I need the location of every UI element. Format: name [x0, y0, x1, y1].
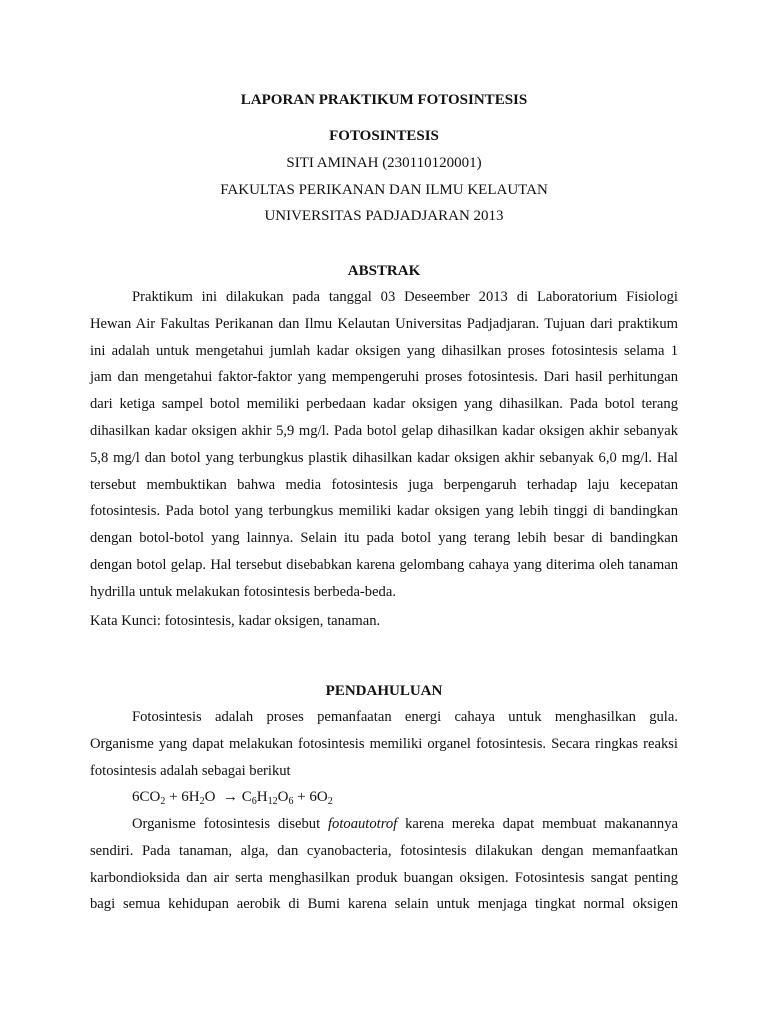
- intro-heading: PENDAHULUAN: [325, 683, 443, 699]
- intro-line: Fotosintesis adalah proses pemanfaatan energi cahaya untuk menghasilkan gula.: [132, 709, 678, 725]
- abstract-line: dengan botol-botol yang lainnya. Selain itu pada botol yang terang lebih besar di bandingkan: [90, 530, 678, 547]
- author-line: SITI AMINAH (230110120001): [286, 155, 482, 171]
- abstract-line: dihasilkan kadar oksigen akhir 5,9 mg/l. Pada botol gelap dihasilkan kadar oksigen akhir sebanyak: [90, 422, 678, 439]
- abstract-line: hydrilla untuk melakukan fotosintesis berbeda-beda.: [90, 583, 396, 600]
- abstract-paragraph: [90, 284, 678, 606]
- reaction-arrow: →: [222, 789, 238, 805]
- abstract-line: Praktikum ini dilakukan pada tanggal 03 Deseember 2013 di Laboratorium Fisiologi: [132, 289, 678, 305]
- abstract-line: ini adalah untuk mengetahui jumlah kadar oksigen yang dihasilkan proses fotosintesis selama 1: [90, 342, 678, 359]
- intro-line: karbondioksida dan air serta menghasilkan produk buangan oksigen. Fotosintesis sangat penting: [90, 869, 678, 886]
- report-subtitle: FOTOSINTESIS: [329, 128, 439, 144]
- keywords-line: Kata Kunci: fotosintesis, kadar oksigen, tanaman.: [90, 613, 381, 629]
- intro-line: Organisme yang dapat melakukan fotosintesis memiliki organel fotosintesis. Secara ringkas reaksi: [90, 735, 678, 752]
- intro-line: Organisme fotosintesis disebut fotoautotrof karena mereka dapat membuat makanannya: [132, 816, 678, 832]
- abstract-heading: ABSTRAK: [347, 263, 421, 279]
- intro-paragraph-1: [90, 704, 678, 784]
- university-line: UNIVERSITAS PADJADJARAN 2013: [264, 208, 504, 224]
- intro-line: bagi semua kehidupan aerobik di Bumi karena selain untuk menjaga tingkat normal oksigen: [90, 896, 678, 913]
- abstract-line: jam dan mengetahui faktor-faktor yang mempengeruhi proses fotosintesis. Dari hasil perhitungan: [90, 369, 678, 386]
- report-title: LAPORAN PRAKTIKUM FOTOSINTESIS: [240, 92, 528, 108]
- abstract-line: dari ketiga sampel botol memiliki perbedaan kadar oksigen yang dihasilkan. Pada botol terang: [90, 396, 678, 413]
- abstract-line: dengan botol gelap. Hal tersebut disebabkan karena gelombang cahaya yang diterima oleh tanaman: [90, 556, 678, 573]
- photosynthesis-equation: $6CO_2 + 6H_2O \to C_6H_{12}O_6 + 6O_2$: [132, 789, 333, 807]
- intro-line: fotosintesis adalah sebagai berikut: [90, 762, 291, 779]
- abstract-line: tersebut membuktikan bahwa media fotosintesis juga berpengaruh terhadap laju kecepatan: [90, 476, 678, 493]
- abstract-line: 5,8 mg/l dan botol yang terbungkus plastik dihasilkan kadar oksigen akhir sebanyak 6,0 mg/l. Hal: [90, 449, 678, 466]
- intro-line: sendiri. Pada tanaman, alga, dan cyanobacteria, fotosintesis dilakukan dengan memanfaatkan: [90, 842, 678, 859]
- abstract-line: Hewan Air Fakultas Perikanan dan Ilmu Kelautan Universitas Padjadjaran. Tujuan dari praktikum: [90, 315, 678, 332]
- intro-paragraph-2: [90, 811, 678, 918]
- faculty-line: FAKULTAS PERIKANAN DAN ILMU KELAUTAN: [220, 182, 548, 198]
- abstract-line: fotosintesis. Pada botol yang terbungkus memiliki kadar oksigen yang lebih tinggi di bandingkan: [90, 503, 678, 520]
